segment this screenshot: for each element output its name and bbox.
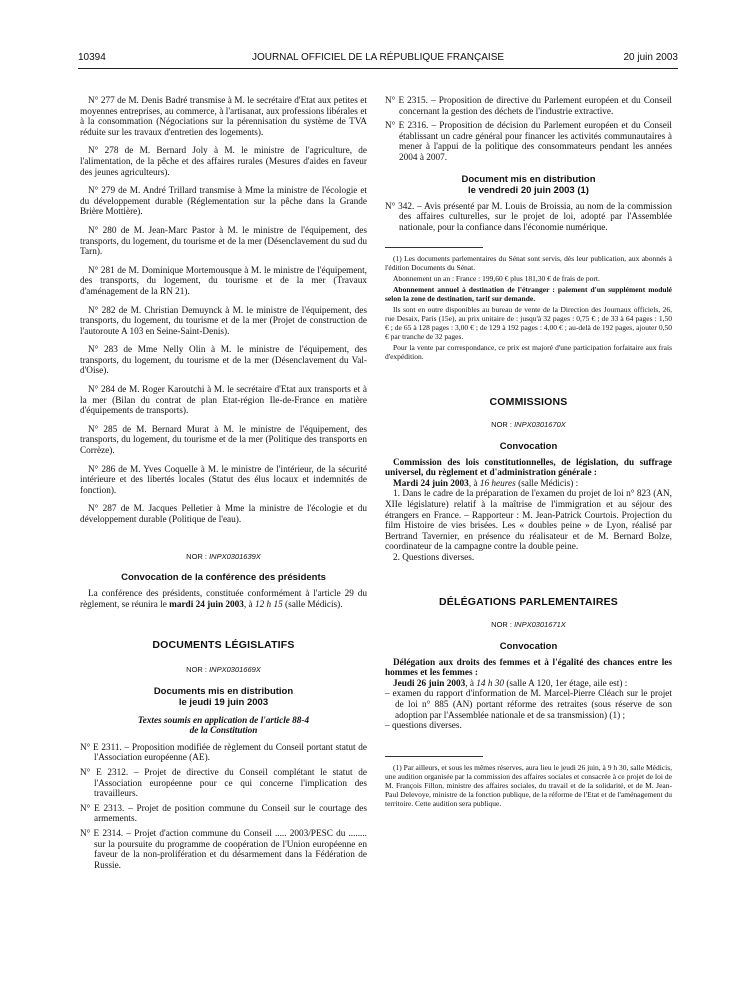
nor-reference: NOR : INPX0301639X	[186, 551, 261, 561]
question-item: N° 283 de Mme Nelly Olin à M. le ministre de l'équipement, des transports, du logement, du tourisme et de la mer (Désenclavement du Val-d'Oise).	[80, 345, 367, 377]
documents-legislatifs-title: DOCUMENTS LÉGISLATIFS	[152, 639, 295, 652]
question-item: N° 281 de M. Dominique Mortemousque à M. le ministre de l'équipement, des transports, du logement, du tourisme et de la mer (Travaux d'aménagement de la RN 21).	[80, 265, 367, 297]
distribution-date: le vendredi 20 juin 2003 (1)	[468, 184, 589, 196]
question-item: N° 285 de M. Bernard Murat à M. le ministre de l'équipement, des transports, du logement, du tourisme et de la mer (Politique des transports en Corrèze).	[80, 424, 367, 457]
left-column	[80, 96, 367, 875]
question-item: N° 282 de M. Christian Demuynck à M. le ministre de l'équipement, des transports, du logement, du tourisme et de la mer (Projet de construction de l'autoroute A 103 en Seine-Saint-Denis).	[80, 305, 367, 337]
question-item: N° 278 de M. Bernard Joly à M. le ministre de l'agriculture, de l'alimentation, de la pêche et des affaires rurales (Mesures d'aides en faveur des jeunes agriculteurs).	[80, 146, 367, 178]
question-item: N° 286 de M. Yves Coquelle à M. le ministre de l'intérieur, de la sécurité intérieure et des libertés locales (Statut des élus locaux et indemnités de fonction).	[80, 464, 367, 496]
delegation-agenda-item: – examen du rapport d'information de M. Marcel-Pierre Cléach sur le projet de loi n° 885 (AN) portant réforme des retraites (sous réserve de son adoption par l'Assemblée nationale et de sa transmission) (1) ;	[385, 689, 672, 721]
question-item: N° 277 de M. Denis Badré transmise à M. le secrétaire d'Etat aux petites et moyennes entreprises, au commerce, à l'artisanat, aux professions libérales et à la consommation (Négociations sur la pérennisation du système de TVA réduite sur les travaux d'entretien des logements).	[80, 96, 367, 138]
question-item: N° 280 de M. Jean-Marc Pastor à M. le ministre de l'équipement, des transports, du logement, du tourisme et de la mer (Désenclavement du sud du Tarn).	[80, 225, 367, 258]
commission-date: Mardi 24 juin 2003, à 16 heures (salle Médicis) :	[393, 478, 579, 489]
page-number: 10394	[78, 52, 106, 63]
footnote-text: (1) Les documents parlementaires du Sénat sont servis, dès leur publication, aux abonnés à l'édition Documents du Sénat.	[385, 254, 672, 273]
convocation-title: Convocation	[499, 440, 558, 452]
footnote-text: Pour la vente par correspondance, ce prix est majoré d'une participation forfaitaire aux frais d'expédition.	[385, 343, 672, 362]
e-document-item: N° E 2315. – Proposition de directive du Parlement européen et du Conseil concernant la gestion des déchets de l'industrie extractive.	[385, 96, 672, 117]
e-document-item: N° E 2316. – Proposition de décision du Parlement européen et du Conseil établissant un cadre général pour financer les activités communautaires à mener à l'appui de la politique des consommateurs pendant les années 2004 à 2007.	[385, 121, 672, 163]
textes-soumis-subtitle: de la Constitution	[189, 726, 258, 737]
commission-agenda-item: 1. Dans le cadre de la préparation de l'examen du projet de loi n° 823 (AN, XIIe législature) relatif à la maîtrise de l'immigration et au séjour des étrangers en France. – Rapporteur : M. Jean-Patrick Courtois. Projection du film Histoire de vies brisées. Les « doubles peine » de Lyon, réalisé par Bertrand Tavernier, en présence du réalisateur et de M. Bernard Bolze, coordinateur de la campagne contre la double peine.	[385, 489, 672, 553]
delegation-date: Jeudi 26 juin 2003, à 14 h 30 (salle A 120, 1er étage, aile est) :	[393, 678, 628, 689]
e-document-item: N° E 2311. – Proposition modifiée de règlement du Conseil portant statut de l'Association européenne (AE).	[80, 742, 367, 764]
commissions-title: COMMISSIONS	[489, 396, 568, 409]
textes-soumis-title: Textes soumis en application de l'article 88-4	[137, 715, 310, 726]
delegations-title: DÉLÉGATIONS PARLEMENTAIRES	[438, 596, 619, 609]
e-document-item: N° E 2314. – Projet d'action commune du Conseil ..... 2003/PESC du ........ sur la poursuite du programme de coopération de l'Union européenne en faveur de la non-prolifération et du désarmement dans la Fédération de Russie.	[80, 828, 367, 871]
right-column	[385, 96, 672, 810]
journal-title: JOURNAL OFFICIEL DE LA RÉPUBLIQUE FRANÇAISE	[251, 52, 505, 63]
commission-name: Commission des lois constitutionnelles, de législation, du suffrage universel, du règlement et d'administration générale :	[385, 457, 672, 479]
question-item: N° 287 de M. Jacques Pelletier à Mme la ministre de l'écologie et du développement durable (Politique de l'eau).	[80, 504, 367, 525]
distribution-title: Documents mis en distribution	[153, 685, 294, 697]
commission-agenda-item: 2. Questions diverses.	[393, 552, 475, 563]
question-item: N° 279 de M. André Trillard transmise à Mme la ministre de l'écologie et du développement durable (Réglementation sur la pêche dans la Grande Brière Mottière).	[80, 186, 367, 218]
avis-item: N° 342. – Avis présenté par M. Louis de Broissia, au nom de la commission des affaires culturelles, sur le projet de loi, adopté par l'Assemblée nationale, pour la confiance dans l'économie numérique.	[385, 201, 672, 233]
header-rule	[78, 68, 678, 69]
e-document-item: N° E 2313. – Projet de position commune du Conseil sur le courtage des armements.	[80, 803, 367, 825]
footnote-text: Abonnement un an : France : 199,60 € plus 181,30 € de frais de port.	[393, 274, 600, 284]
footnote-text: Ils sont en outre disponibles au bureau de vente de la Direction des Journaux officiels, 26, rue Desaix, Paris (15e), au prix unitaire de : jusqu'à 32 pages : 0,75 € ; de 33 à 64 pages : 1,50 € ; de 65 à 128 pages : 3,00 € ; de 129 à 192 pages : 4,00 € ; au-delà de 192 pages, ajouter 0,50 € par tranche de 32 pages.	[385, 305, 672, 342]
nor-reference: NOR : INPX0301671X	[491, 620, 566, 630]
delegation-agenda-item: – questions diverses.	[385, 721, 462, 732]
distribution-date: le jeudi 19 juin 2003	[178, 696, 269, 708]
footnote-text: (1) Par ailleurs, et sous les mêmes réserves, aura lieu le jeudi 26 juin, à 9 h 30, salle Médicis, une audition organisée par la commission des affaires sociales et consacrée à ce projet de loi de M. François Fillon, ministre des affaires sociales, du travail et de la solidarité, et de M. Jean-Paul Delevoye, ministre de la fonction publique, de la réforme de l'Etat et de l'aménagement du territoire. Cette audition sera publique.	[385, 762, 672, 808]
footnote-rule	[385, 756, 483, 757]
distribution-title: Document mis en distribution	[461, 173, 596, 185]
conference-title: Convocation de la conférence des présidents	[121, 572, 326, 584]
nor-reference: NOR : INPX0301669X	[186, 664, 261, 674]
nor-reference: NOR : INPX0301670X	[491, 419, 566, 429]
issue-date: 20 juin 2003	[623, 52, 678, 63]
convocation-title: Convocation	[499, 640, 558, 652]
e-document-item: N° E 2312. – Projet de directive du Conseil complétant le statut de l'Association européenne pour ce qui concerne l'implication des travailleurs.	[80, 767, 367, 800]
footnote-rule	[385, 247, 483, 248]
delegation-name: Délégation aux droits des femmes et à l'égalité des chances entre les hommes et les femmes :	[385, 657, 672, 679]
page-header	[78, 52, 678, 66]
footnote-text: Abonnement annuel à destination de l'étranger : paiement d'un supplément modulé selon la zone de destination, tarif sur demande.	[385, 285, 672, 304]
conference-text: La conférence des présidents, constituée conformément à l'article 29 du règlement, se réunira le mardi 24 juin 2003, à 12 h 15 (salle Médicis).	[80, 589, 367, 610]
question-item: N° 284 de M. Roger Karoutchi à M. le secrétaire d'Etat aux transports et à la mer (Bilan du contrat de plan Etat-région Ile-de-France en matière d'équipements de transports).	[80, 385, 367, 417]
